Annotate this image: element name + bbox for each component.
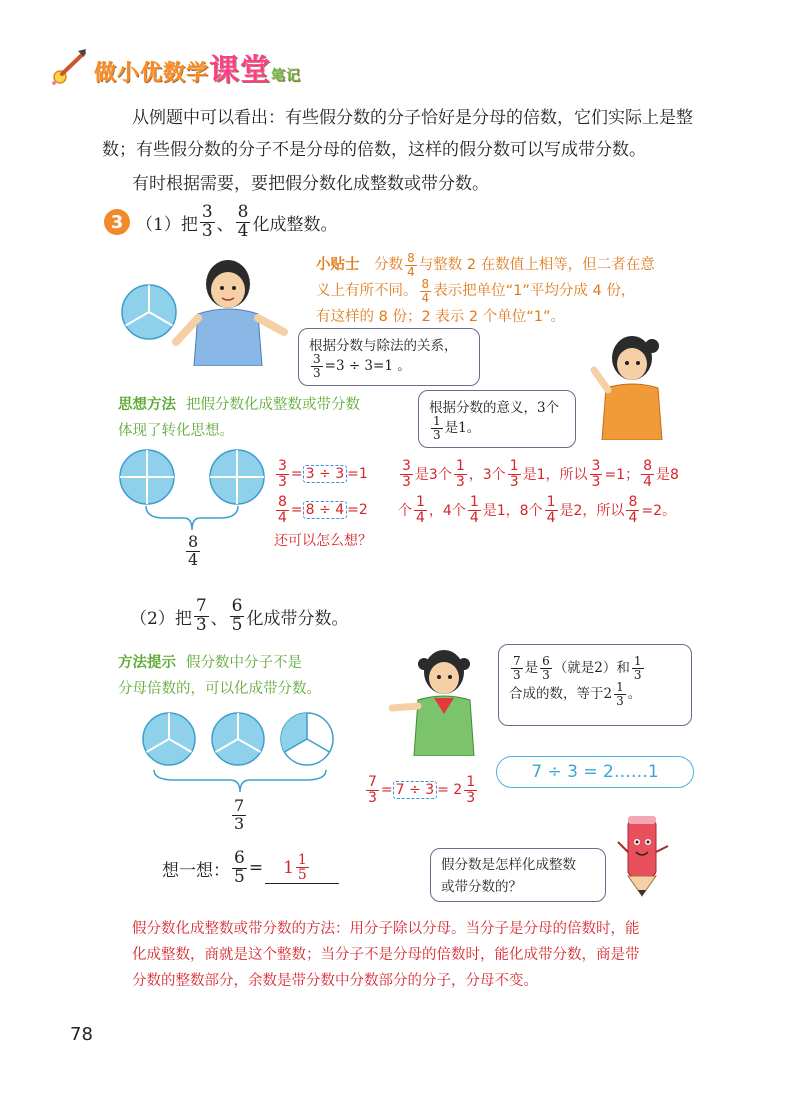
part1-frac-b: $\frac{8}{4}$ <box>237 202 249 241</box>
think-answer-blank: 1 $\frac{1}{5}$ <box>265 853 339 884</box>
pencil-speech-bubble: 假分数是怎样化成整数 或带分数的？ <box>430 848 606 902</box>
circle-quarters-1 <box>120 450 174 504</box>
girl2-speech-bubble: $\frac{7}{3}$ 是 $\frac{6}{3}$ （就是2）和 $\frac{1}{3}$ 合成的数，等于2 $\frac{1}{3}$ 。 <box>498 644 692 726</box>
calc-block-1: $\frac{3}{3}$ = 3 ÷ 3 =1 $\frac{8}{4}$ = 8 ÷ 4 =2 还可以怎么想？ <box>274 457 372 549</box>
intro-line-2: 数；有些假分数的分子不是分母的倍数，这样的假分数可以写成带分数。 <box>102 140 646 160</box>
part1-label-pre: （1）把 <box>136 214 198 235</box>
calc-b-division: 8 ÷ 4 <box>303 501 347 519</box>
example-3-part-1 <box>104 204 337 241</box>
part1-frac-a: $\frac{3}{3}$ <box>201 202 213 241</box>
circle-thirds-b <box>212 713 264 765</box>
tip-frac: $\frac{8}{4}$ <box>407 251 415 279</box>
logo-small: 笔记 <box>271 68 302 84</box>
header-logo <box>48 44 301 90</box>
boy-illustration <box>172 254 292 366</box>
tip-frac-2: $\frac{8}{4}$ <box>421 277 430 305</box>
circle-thirds-a <box>143 713 195 765</box>
thinking-title: 思想方法 <box>118 397 176 413</box>
part2-frac-a: $\frac{7}{3}$ <box>195 596 207 635</box>
summary-line-1: 假分数化成整数或带分数的方法：用分子除以分母。当分子是分母的倍数时，能 <box>132 921 640 937</box>
page-number: 78 <box>70 1024 93 1045</box>
calc2-division: 7 ÷ 3 <box>393 781 437 799</box>
tip-block: 小贴士 分数 $\frac{8}{4}$ 与整数 2 在数值上相等，但二者在意 义上有所不同。 $\frac{8}{4}$ 表示把单位“1”平均分成 4 份， 有这样的 8 份；2 表示 2 个单位“1”。 <box>316 251 655 326</box>
summary-line-2: 化成整数，商就是这个整数；当分子不是分母的倍数时，能化成带分数，商是带 <box>132 947 640 963</box>
calc-question: 还可以怎么想？ <box>274 533 372 549</box>
girl-illustration-2 <box>384 644 494 756</box>
girl-bubble-frac: $\frac{1}{3}$ <box>433 414 441 442</box>
summary-line-3: 分数的整数部分，余数是带分数中分数部分的分子，分母不变。 <box>132 973 538 989</box>
method-hint: 方法提示 假分数中分子不是 分母倍数的，可以化成带分数。 <box>118 655 321 697</box>
part1-sep: 、 <box>216 214 234 235</box>
boy-bubble-line1: 根据分数与除法的关系， <box>309 338 458 354</box>
think-label: 想一想： <box>162 860 230 881</box>
summary-note <box>132 916 640 994</box>
girl-illustration-1 <box>588 330 672 440</box>
method-title: 方法提示 <box>118 655 176 671</box>
circle-thirds-c <box>281 713 333 765</box>
girl-speech-bubble: 根据分数的意义，3个 $\frac{1}{3}$ 是1。 <box>418 390 576 448</box>
think-answer-whole: 1 <box>283 857 294 878</box>
example-3-part-2: （2）把 $\frac{7}{3}$ 、 $\frac{6}{5}$ 化成带分数。 <box>130 596 349 635</box>
circles-quarters <box>118 448 268 508</box>
calc-a-frac: $\frac{3}{3}$ <box>278 457 287 490</box>
circles-thirds <box>142 710 334 768</box>
calc-block-2: $\frac{7}{3}$ = 7 ÷ 3 = 2 $\frac{1}{3}$ <box>368 773 476 806</box>
intro-line-3: 有时根据需要，要把假分数化成整数或带分数。 <box>132 174 489 194</box>
calc-b-frac: $\frac{8}{4}$ <box>278 493 287 526</box>
part2-frac-b: $\frac{6}{5}$ <box>231 596 243 635</box>
brace-1 <box>142 504 242 532</box>
intro-line-1: 从例题中可以看出：有些假分数的分子恰好是分母的倍数，它们实际上是整 <box>132 108 693 128</box>
brace-2 <box>150 768 330 794</box>
thinking-method: 思想方法 把假分数化成整数或带分数 体现了转化思想。 <box>118 397 360 439</box>
note-line-2: 个 $\frac{1}{4}$ ，4个 $\frac{1}{4}$ 是1，8个 $\frac{1}{4}$ 是2，所以 $\frac{8}{4}$ =2。 <box>398 493 676 526</box>
division-result-pill: 7 ÷ 3 = 2……1 <box>496 756 694 788</box>
part1-label-post: 化成整数。 <box>252 214 338 235</box>
calc-a-division: 3 ÷ 3 <box>303 465 347 483</box>
example-number-badge: 3 <box>104 209 130 235</box>
brace-1-frac: $\frac{8}{4}$ <box>188 532 199 569</box>
logo-big: 课堂 <box>209 53 272 88</box>
logo-text: 做小优数学 <box>94 61 210 86</box>
boy-bubble-frac: $\frac{3}{3}$ <box>313 352 321 380</box>
think-it-over: 想一想： $\frac{6}{5}$ = 1 $\frac{1}{5}$ <box>162 850 339 887</box>
note-line-1: $\frac{3}{3}$ 是3个 $\frac{1}{3}$ ，3个 $\frac{1}{3}$ 是1，所以 $\frac{3}{3}$ =1； $\frac{8}{4}$ 是8 <box>402 457 679 490</box>
boy-speech-bubble: 根据分数与除法的关系， $\frac{3}{3}$ =3 ÷ 3=1 。 <box>298 328 480 386</box>
brush-icon <box>48 47 88 87</box>
circle-thirds-1 <box>120 283 178 341</box>
logo-wordmark <box>94 45 301 89</box>
brace-2-frac: $\frac{7}{3}$ <box>234 796 245 833</box>
tip-title: 小贴士 <box>316 257 360 274</box>
pencil-character-icon <box>614 812 672 898</box>
circle-quarters-2 <box>210 450 264 504</box>
